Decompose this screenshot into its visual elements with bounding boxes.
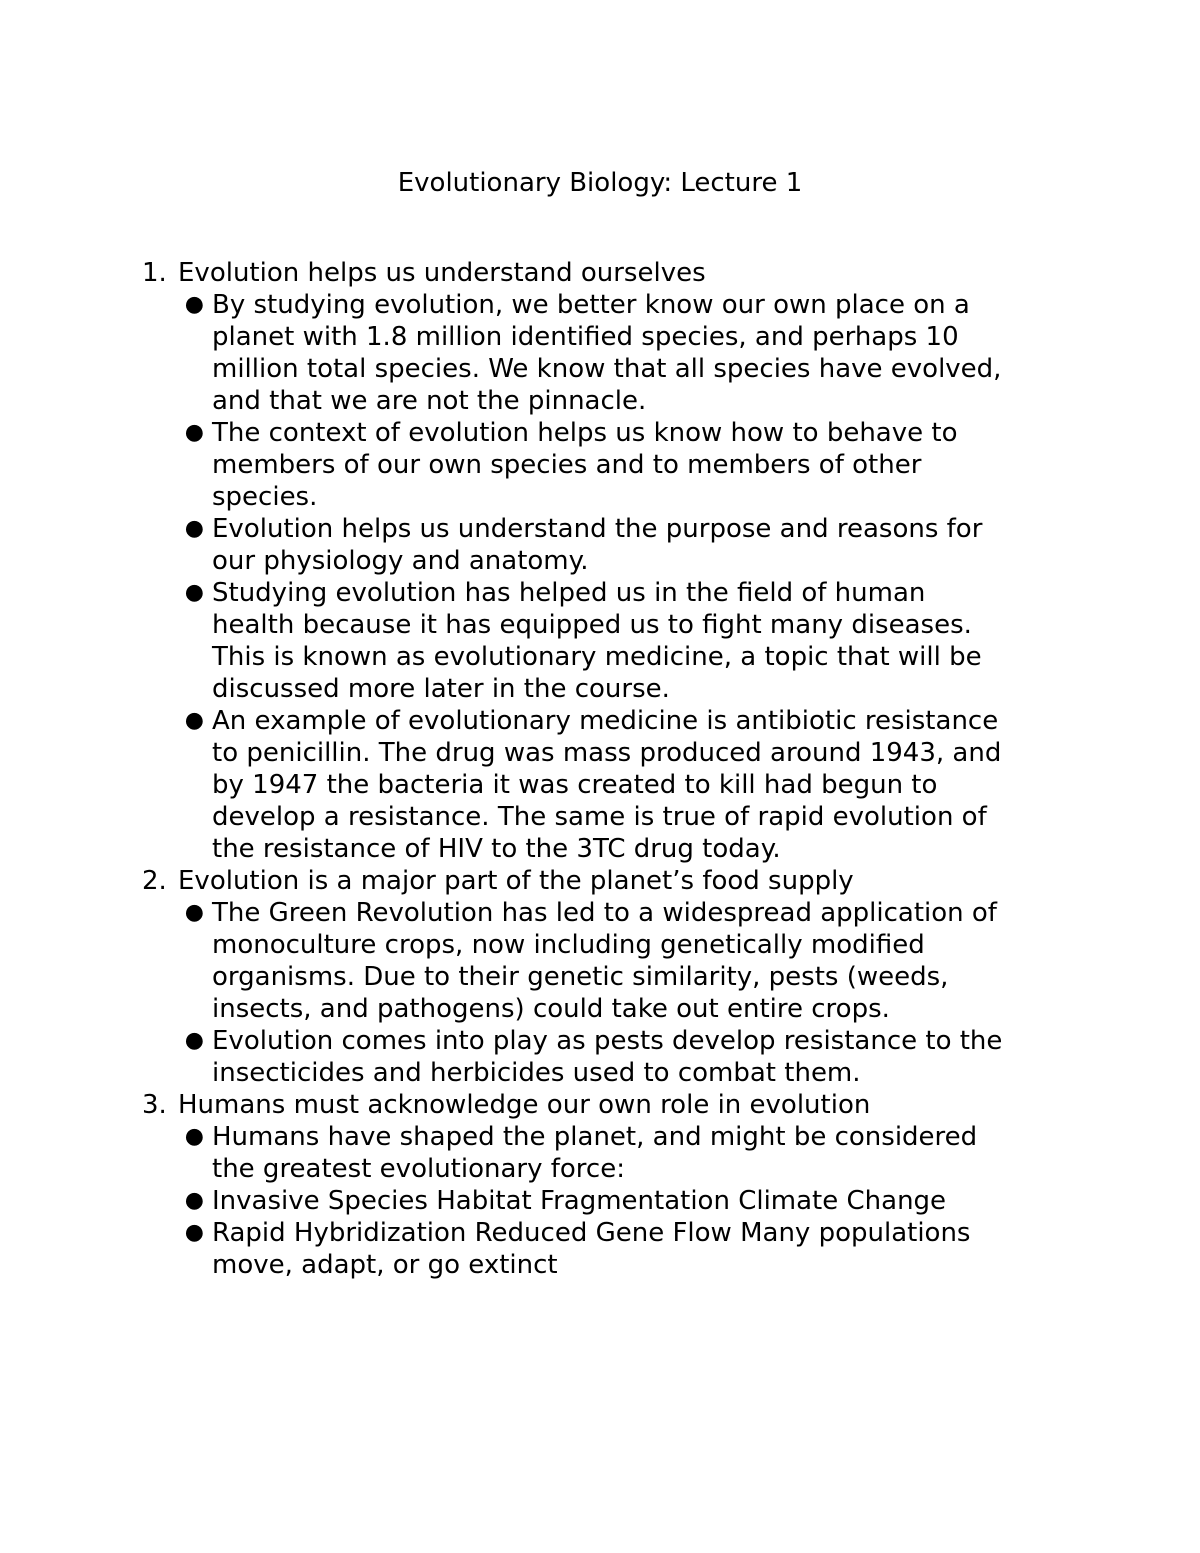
bullet-item [142, 513, 1072, 577]
bullet-dot-icon: ● [184, 1188, 204, 1213]
bullet-line: Evolution helps us understand the purpose and reasons for [212, 514, 983, 544]
bullet-item [142, 417, 1072, 513]
section-heading [142, 1089, 1072, 1121]
bullet-line: Invasive Species Habitat Fragmentation Climate Change [212, 1186, 947, 1216]
bullet-dot-icon: ● [184, 1220, 204, 1245]
section-number: 1. [142, 258, 167, 288]
document-body [142, 257, 1072, 1281]
bullet-line: Evolution comes into play as pests develop resistance to the [212, 1026, 1003, 1056]
bullet-text [212, 897, 1072, 1025]
document-title: Evolutionary Biology: Lecture 1 [397, 168, 803, 198]
bullet-line: This is known as evolutionary medicine, a topic that will be [212, 642, 982, 672]
section-number: 3. [142, 1090, 167, 1120]
bullet-text [212, 1217, 1072, 1281]
bullet-dot-icon: ● [184, 1028, 204, 1053]
bullet-text [212, 705, 1072, 865]
bullet-dot-icon: ● [184, 516, 204, 541]
bullet-text [212, 513, 1072, 577]
bullet-line: The Green Revolution has led to a widespread application of [212, 898, 997, 928]
bullet-line: organisms. Due to their genetic similarity, pests (weeds, [212, 962, 949, 992]
bullet-line: the resistance of HIV to the 3TC drug today. [212, 834, 781, 864]
bullet-item [142, 1121, 1072, 1185]
bullet-dot-icon: ● [184, 708, 204, 733]
bullet-line: Rapid Hybridization Reduced Gene Flow Many populations [212, 1218, 971, 1248]
bullet-line: and that we are not the pinnacle. [212, 386, 647, 416]
section-heading-text: Evolution is a major part of the planet’s food supply [178, 866, 854, 896]
section-heading [142, 257, 1072, 289]
bullet-text [212, 577, 1072, 705]
bullet-item [142, 577, 1072, 705]
bullet-line: develop a resistance. The same is true of rapid evolution of [212, 802, 987, 832]
bullet-line: The context of evolution helps us know how to behave to [212, 418, 958, 448]
section-heading [142, 865, 1072, 897]
bullet-line: By studying evolution, we better know our own place on a [212, 290, 970, 320]
bullet-line: insecticides and herbicides used to combat them. [212, 1058, 861, 1088]
bullet-dot-icon: ● [184, 292, 204, 317]
bullet-line: planet with 1.8 million identified species, and perhaps 10 [212, 322, 959, 352]
bullet-line: members of our own species and to members of other [212, 450, 922, 480]
bullet-text [212, 1121, 1072, 1185]
bullet-item [142, 289, 1072, 417]
bullet-item [142, 1217, 1072, 1281]
bullet-line: Humans have shaped the planet, and might be considered [212, 1122, 978, 1152]
bullet-line: the greatest evolutionary force: [212, 1154, 625, 1184]
bullet-line: Studying evolution has helped us in the field of human [212, 578, 926, 608]
bullet-line: move, adapt, or go extinct [212, 1250, 558, 1280]
bullet-dot-icon: ● [184, 420, 204, 445]
bullet-dot-icon: ● [184, 580, 204, 605]
bullet-line: species. [212, 482, 318, 512]
section-heading-text: Evolution helps us understand ourselves [178, 258, 706, 288]
bullet-text [212, 289, 1072, 417]
section-number: 2. [142, 866, 167, 896]
bullet-line: monoculture crops, now including genetically modified [212, 930, 925, 960]
bullet-line: our physiology and anatomy. [212, 546, 589, 576]
bullet-item [142, 705, 1072, 865]
bullet-line: An example of evolutionary medicine is antibiotic resistance [212, 706, 999, 736]
section-heading-text: Humans must acknowledge our own role in evolution [178, 1090, 871, 1120]
bullet-item [142, 897, 1072, 1025]
outline-section [142, 257, 1072, 865]
bullet-list [142, 289, 1072, 865]
bullet-dot-icon: ● [184, 900, 204, 925]
bullet-line: insects, and pathogens) could take out entire crops. [212, 994, 890, 1024]
bullet-text [212, 1185, 1072, 1217]
bullet-text [212, 1025, 1072, 1089]
bullet-text [212, 417, 1072, 513]
bullet-line: by 1947 the bacteria it was created to kill had begun to [212, 770, 938, 800]
bullet-line: discussed more later in the course. [212, 674, 670, 704]
bullet-list [142, 1121, 1072, 1281]
bullet-dot-icon: ● [184, 1124, 204, 1149]
bullet-list [142, 897, 1072, 1089]
bullet-item [142, 1025, 1072, 1089]
outline-section [142, 1089, 1072, 1281]
bullet-item [142, 1185, 1072, 1217]
bullet-line: to penicillin. The drug was mass produced around 1943, and [212, 738, 1002, 768]
bullet-line: million total species. We know that all species have evolved, [212, 354, 1002, 384]
bullet-line: health because it has equipped us to fight many diseases. [212, 610, 972, 640]
outline-section [142, 865, 1072, 1089]
